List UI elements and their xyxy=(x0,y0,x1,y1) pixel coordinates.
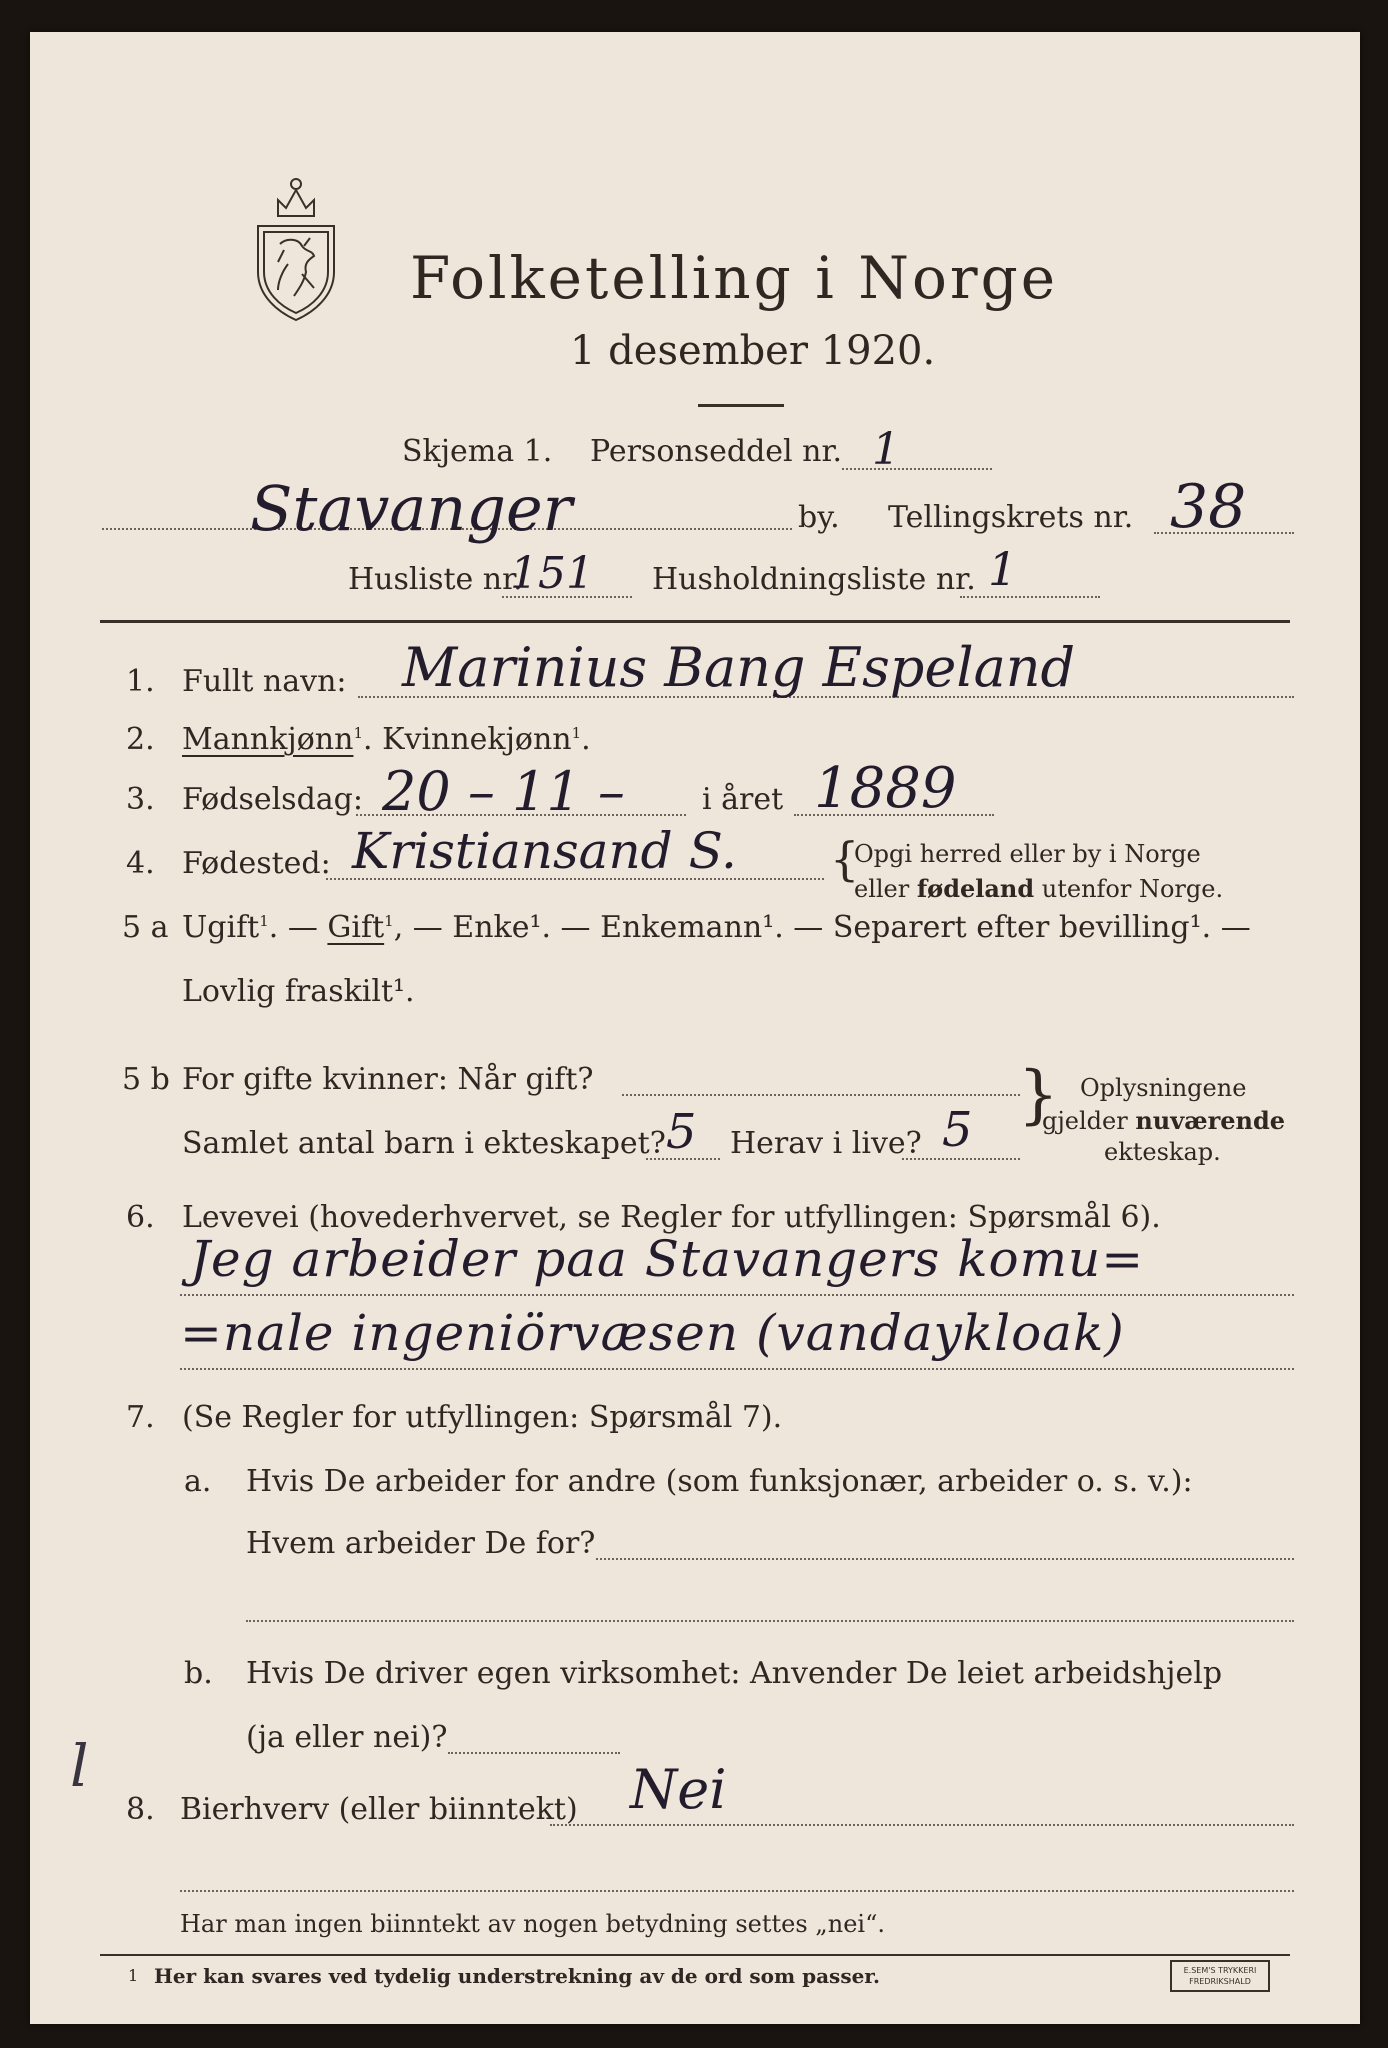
birthplace-note-brace: { xyxy=(830,832,860,886)
personseddel-line xyxy=(842,468,992,470)
footer-rule xyxy=(100,1954,1290,1956)
q7b-text: Hvis De driver egen virksomhet: Anvender De leiet arbeidshjelp xyxy=(246,1656,1223,1691)
q7b-question: (ja eller nei)? xyxy=(246,1720,448,1755)
city-value[interactable]: Stavanger xyxy=(250,472,573,545)
husholdning-label: Husholdningsliste nr. xyxy=(652,562,976,597)
children-alive-label: Herav i live? xyxy=(730,1126,922,1161)
birthplace-note-line2: eller fødeland utenfor Norge. xyxy=(854,874,1224,903)
q7-number: 7. xyxy=(126,1400,155,1435)
tellingskrets-value[interactable]: 38 xyxy=(1170,472,1247,542)
children-alive-value[interactable]: 5 xyxy=(942,1102,973,1158)
q7a-question: Hvem arbeider De for? xyxy=(246,1526,596,1561)
side-income-line-2 xyxy=(180,1890,1294,1892)
marital-other-options[interactable]: , — Enke¹. — Enkemann¹. — Separert efter bevilling¹. — xyxy=(393,910,1251,945)
q8-number: 8. xyxy=(126,1792,155,1827)
married-when-label: For gifte kvinner: Når gift? xyxy=(182,1062,594,1097)
marriage-note-brace: } xyxy=(1018,1058,1059,1132)
q7a-text: Hvis De arbeider for andre (som funksjonær, arbeider o. s. v.): xyxy=(246,1464,1193,1499)
birthplace-label: Fødested: xyxy=(182,846,331,881)
title-divider xyxy=(698,404,784,407)
footnote-text: Her kan svares ved tydelig understrekning av de ord som passer. xyxy=(154,1964,880,1988)
marital-lovlig-fraskilt[interactable]: Lovlig fraskilt¹. xyxy=(182,974,415,1009)
form-title: Folketelling i Norge xyxy=(410,244,1059,312)
birthdate-value[interactable]: 20 – 11 – xyxy=(382,760,625,823)
q1-number: 1. xyxy=(126,664,155,699)
married-when-line[interactable] xyxy=(622,1094,1020,1096)
personseddel-label: Personseddel nr. xyxy=(590,434,843,469)
husholdning-value[interactable]: 1 xyxy=(988,542,1018,596)
q5b-number: 5 b xyxy=(122,1062,170,1097)
by-label: by. xyxy=(798,500,840,535)
occupation-answer-line1[interactable]: Jeg arbeider paa Stavangers komu= xyxy=(190,1230,1145,1288)
birthyear-label: i året xyxy=(702,782,784,817)
side-income-line xyxy=(550,1824,1294,1826)
header-rule xyxy=(100,620,1290,623)
marital-status-options: Ugift$^1$. — Gift$^1$, — Enke¹. — Enkemann¹. — Separert efter bevilling¹. — xyxy=(182,910,1251,945)
employer-line-2[interactable] xyxy=(246,1620,1294,1622)
q5a-number: 5 a xyxy=(122,910,169,945)
marriage-note-line3: ekteskap. xyxy=(1104,1138,1221,1166)
occupation-line-2 xyxy=(180,1368,1294,1370)
footnote-number: 1 xyxy=(128,1966,139,1985)
occupation-line-1 xyxy=(180,1294,1294,1296)
occupation-label: Levevei (hovederhvervet, se Regler for utfyllingen: Spørsmål 6). xyxy=(182,1200,1161,1235)
occupation-answer-line2[interactable]: =nale ingeniörvæsen (vandaykloak) xyxy=(180,1304,1125,1362)
biinntekt-note: Har man ingen biinntekt av nogen betydning settes „nei“. xyxy=(180,1910,885,1938)
birthdate-label: Fødselsdag: xyxy=(182,782,363,817)
printer-stamp: E.SEM'S TRYKKERI FREDRIKSHALD xyxy=(1170,1960,1270,1992)
full-name-label: Fullt navn: xyxy=(182,664,347,699)
skjema-label: Skjema 1. xyxy=(402,434,553,469)
q7a-letter: a. xyxy=(184,1464,212,1499)
marital-gift-option[interactable]: Gift xyxy=(327,910,385,945)
gender-options: Mannkjønn$^1$. Kvinnekjønn$^1$. xyxy=(182,722,591,757)
gender-male-option[interactable]: Mannkjønn xyxy=(182,722,354,757)
marriage-note-line1: Oplysningene xyxy=(1080,1074,1247,1102)
employer-line-1[interactable] xyxy=(596,1558,1294,1560)
birthyear-value[interactable]: 1889 xyxy=(814,756,957,821)
q7b-letter: b. xyxy=(184,1656,213,1691)
husliste-label: Husliste nr. xyxy=(348,562,523,597)
tellingskrets-label: Tellingskrets nr. xyxy=(888,500,1134,535)
margin-mark: l xyxy=(70,1732,89,1800)
norwegian-coat-of-arms-icon xyxy=(248,172,344,322)
children-count-value[interactable]: 5 xyxy=(666,1104,697,1160)
census-date: 1 desember 1920. xyxy=(570,328,936,374)
side-income-label: Bierhverv (eller biinntekt) xyxy=(180,1792,578,1827)
marital-ugift-option[interactable]: Ugift xyxy=(182,910,260,945)
birthplace-note-line1: Opgi herred eller by i Norge xyxy=(854,840,1201,868)
full-name-value[interactable]: Marinius Bang Espeland xyxy=(402,636,1076,699)
husholdning-line xyxy=(960,596,1100,598)
q6-number: 6. xyxy=(126,1200,155,1235)
husliste-value[interactable]: 151 xyxy=(510,548,594,599)
birthplace-value[interactable]: Kristiansand S. xyxy=(352,822,737,880)
hired-help-line[interactable] xyxy=(448,1752,620,1754)
q2-number: 2. xyxy=(126,722,155,757)
side-income-value[interactable]: Nei xyxy=(630,1758,727,1821)
children-alive-line xyxy=(902,1158,1020,1160)
personseddel-value[interactable]: 1 xyxy=(872,424,900,475)
census-form xyxy=(30,32,1360,2024)
q7-label: (Se Regler for utfyllingen: Spørsmål 7). xyxy=(182,1400,783,1435)
gender-female-option[interactable]: Kvinnekjønn xyxy=(382,722,572,757)
marriage-note-line2: gjelder nuværende xyxy=(1042,1106,1286,1135)
q4-number: 4. xyxy=(126,846,155,881)
children-count-label: Samlet antal barn i ekteskapet? xyxy=(182,1126,666,1161)
q3-number: 3. xyxy=(126,782,155,817)
